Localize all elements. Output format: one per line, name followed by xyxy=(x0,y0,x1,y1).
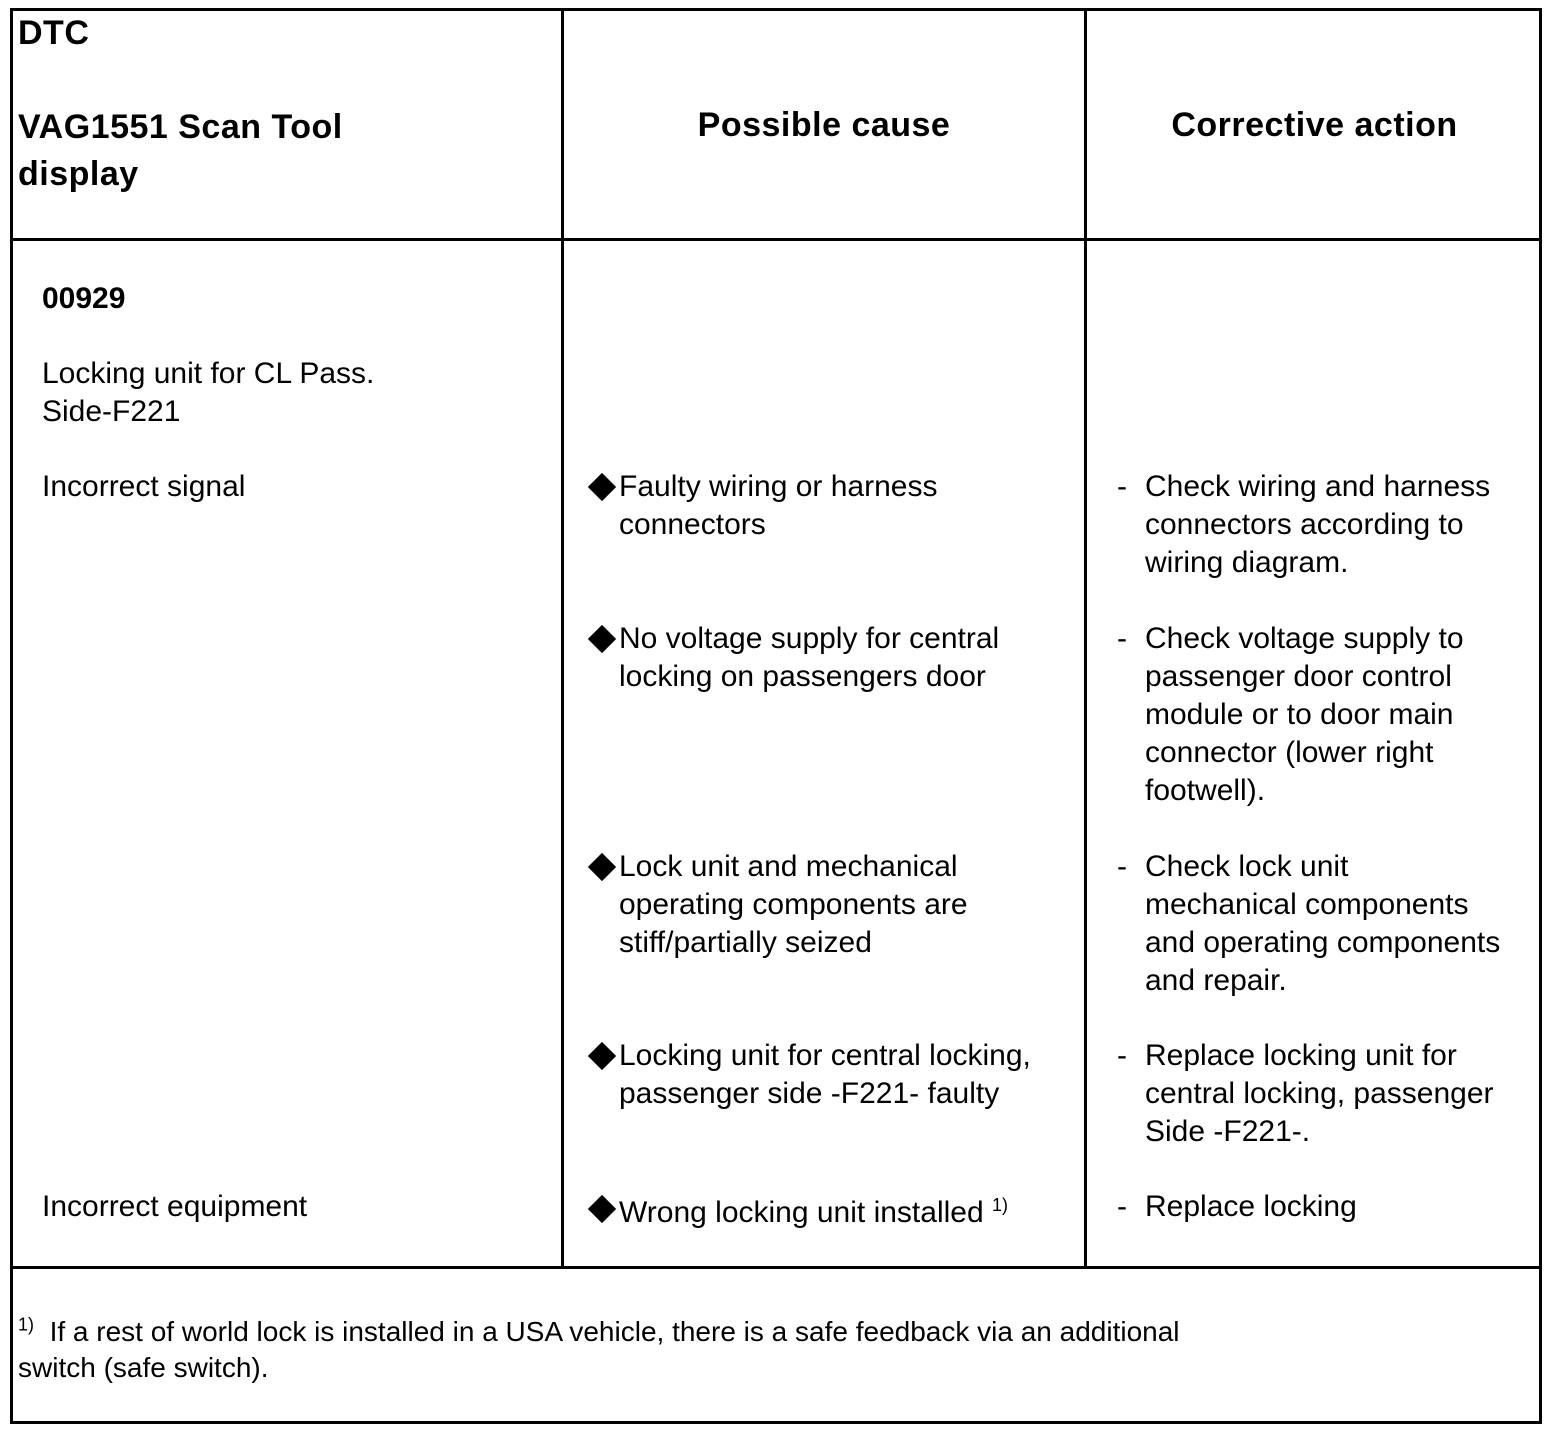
dash-marker: - xyxy=(1117,1039,1127,1072)
action-item: Check voltage supply to passenger door control module or to door main connector (lower right footwell). xyxy=(1145,622,1464,807)
header-dtc-column xyxy=(18,10,343,198)
symptom-incorrect-signal: Incorrect signal xyxy=(42,470,246,503)
footnote-divider xyxy=(10,1266,1542,1269)
footnote-reference: 1) xyxy=(992,1195,1009,1215)
cause-item: No voltage supply for central locking on passengers door xyxy=(619,622,1000,693)
dtc-code: 00929 xyxy=(42,282,126,315)
footnote-mark: 1) xyxy=(18,1314,35,1335)
action-item: Replace locking xyxy=(1145,1190,1357,1223)
symptom-incorrect-equipment: Incorrect equipment xyxy=(42,1190,308,1223)
action-item: Replace locking unit for central locking, passenger Side -F221-. xyxy=(1145,1039,1494,1148)
header-line: display xyxy=(18,155,139,193)
dash-marker: - xyxy=(1117,850,1127,883)
header-possible-cause: Possible cause xyxy=(697,106,951,144)
header-line: VAG1551 Scan Tool xyxy=(18,108,343,146)
action-item: Check lock unit mechanical components and operating components and repair. xyxy=(1145,850,1501,997)
action-item: Check wiring and harness connectors according to wiring diagram. xyxy=(1145,470,1491,579)
footnote-line: switch (safe switch). xyxy=(18,1352,269,1383)
header-divider xyxy=(10,238,1542,241)
dtc-description: Locking unit for CL Pass. Side-F221 xyxy=(42,357,375,428)
header-line: DTC xyxy=(18,14,90,52)
dash-marker: - xyxy=(1117,622,1127,655)
cause-item: Faulty wiring or harness connectors xyxy=(619,470,938,541)
footnote-line: $^{1)}$ If a rest of world lock is installed in a USA vehicle, there is a safe feedback via an additional xyxy=(18,1314,1180,1347)
header-corrective-action: Corrective action xyxy=(1171,106,1458,144)
column-divider-1 xyxy=(561,8,564,1269)
footnote xyxy=(18,1314,1180,1386)
cause-item: Locking unit for central locking, passenger side -F221- faulty xyxy=(619,1039,1031,1110)
dash-marker: - xyxy=(1117,470,1127,503)
cause-item: Wrong locking unit installed $^{1)}$ xyxy=(619,1195,1009,1229)
header-line xyxy=(18,57,343,104)
cause-item: Lock unit and mechanical operating components are stiff/partially seized xyxy=(619,850,968,959)
dash-marker: - xyxy=(1117,1190,1127,1223)
column-divider-2 xyxy=(1084,8,1087,1269)
